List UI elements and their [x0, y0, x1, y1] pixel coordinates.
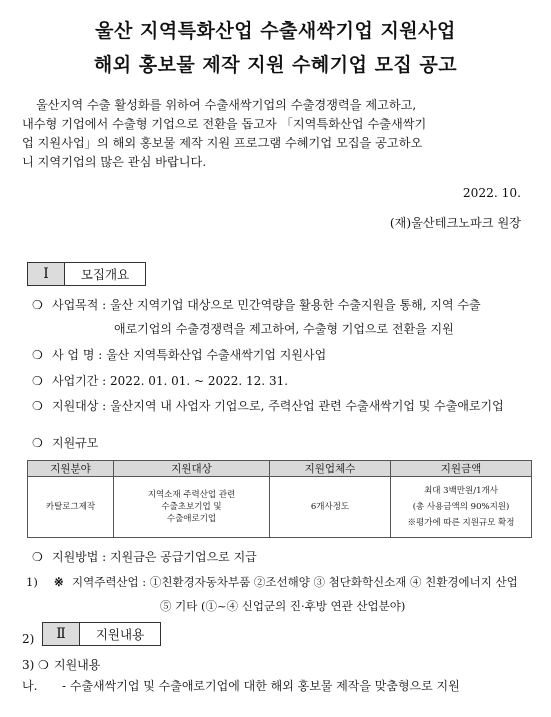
circle-bullet-icon: ❍ [32, 348, 43, 362]
period-item: ❍ 사업기간 : 2022. 01. 01. ~ 2022. 12. 31. [32, 374, 289, 388]
section-header-1 [27, 262, 146, 286]
table-header: 지원대상 [114, 461, 270, 477]
table-header: 지원분야 [28, 461, 114, 477]
table-row [28, 477, 532, 538]
notice-title-line2: 해외 홍보물 제작 지원 수혜기업 모집 공고 [93, 54, 458, 76]
section-number: Ⅱ [43, 623, 80, 645]
notice-title-line1: 울산 지역특화산업 수출새싹기업 지원사업 [95, 20, 456, 42]
target-item: ❍ 지원대상 : 울산지역 내 사업자 기업으로, 주력산업 관련 수출새싹기업 및 수출애로기업 [32, 399, 504, 413]
method-item: ❍ 지원방법 : 지원금은 공급기업으로 지급 [32, 550, 257, 564]
section2-prefix: 2) [22, 632, 35, 646]
table-cell-field: 카탈로그제작 [28, 477, 114, 538]
circle-bullet-icon: ❍ [32, 298, 43, 312]
industry-note: 1) ※ 지역주력산업 : ①친환경자동차부품 ②조선해양 ③ 첨단화학신소재 ④ 친환경에너지 산업 [26, 575, 518, 589]
notice-date: 2022. 10. [462, 186, 521, 200]
table-cell-amount: 최대 3백만원/1개사 (총 사용금액의 90%지원) ※평가에 따른 지원규모 확정 [391, 477, 532, 538]
support-scale-table [27, 460, 532, 538]
circle-bullet-icon: ❍ [32, 374, 43, 388]
project-name-item: ❍ 사 업 명 : 울산 지역특화산업 수출새싹기업 지원사업 [32, 348, 327, 362]
reference-mark: ※ [54, 575, 64, 589]
table-header: 지원업체수 [270, 461, 391, 477]
intro-line: 업 지원사업」의 해외 홍보물 제작 지원 프로그램 수혜기업 모집을 공고하오 [22, 136, 423, 150]
industry-note-cont: ⑤ 기타 (①~④ 신업군의 진·후방 연관 산업분야) [160, 599, 406, 613]
section-label: 모집개요 [80, 267, 130, 282]
purpose-item: ❍ 사업목적 : 울산 지역기업 대상으로 민간역량을 활용한 수출지원을 통해, 지역 수출 [32, 298, 481, 312]
circle-bullet-icon: ❍ [38, 658, 49, 672]
intro-line: 울산지역 수출 활성화를 위하여 수출새싹기업의 수출경쟁력을 제고하고, [36, 98, 417, 112]
notice-issuer: (재)울산테크노파크 원장 [389, 216, 521, 230]
intro-line: 내수형 기업에서 수출형 기업으로 전환을 돕고자 「지역특화산업 수출새싹기 [22, 117, 427, 131]
section-header-2 [42, 622, 161, 646]
circle-bullet-icon: ❍ [32, 550, 43, 564]
support-content-item: 3) ❍ 지원내용 [22, 658, 101, 672]
purpose-item-cont: 애로기업의 수출경쟁력을 제고하여, 수출형 기업으로 전환을 지원 [114, 322, 454, 336]
table-cell-count: 6개사정도 [270, 477, 391, 538]
support-content-sub: 나. - 수출새싹기업 및 수출애로기업에 대한 해외 홍보물 제작을 맞춤형으로 지원 [22, 679, 460, 693]
section-number: Ⅰ [28, 263, 65, 285]
table-cell-target: 지역소재 주력산업 관련 수출초보기업 및 수출애로기업 [114, 477, 270, 538]
circle-bullet-icon: ❍ [32, 399, 43, 413]
table-header: 지원금액 [391, 461, 532, 477]
intro-paragraph [22, 96, 532, 172]
table-header-row [28, 461, 532, 477]
section-label: 지원내용 [95, 627, 145, 642]
intro-line: 니 지역기업의 많은 관심 바랍니다. [22, 155, 207, 169]
scale-item: ❍ 지원규모 [32, 436, 99, 450]
circle-bullet-icon: ❍ [32, 436, 43, 450]
